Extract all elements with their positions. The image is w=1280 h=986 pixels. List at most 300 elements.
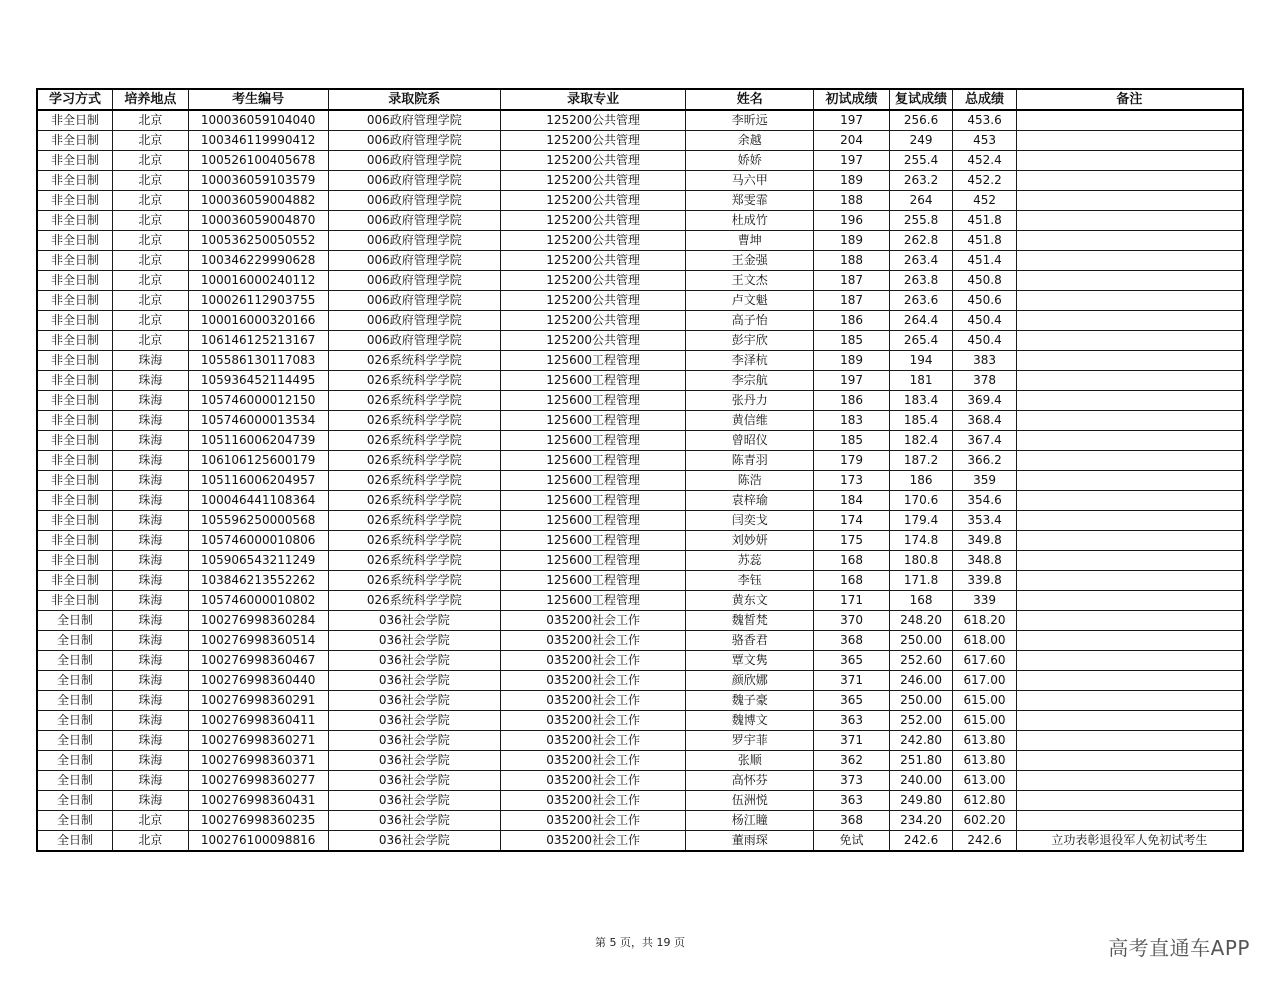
retest-score-cell: 187.2 [889,451,952,471]
table-row [37,811,1243,831]
candidate-id-cell: 100276998360431 [188,791,328,811]
total-score-cell: 451.8 [953,231,1016,251]
initial-score-cell: 179 [814,451,890,471]
remarks-cell [1016,811,1243,831]
table-row [37,611,1243,631]
retest-score-cell: 249.80 [889,791,952,811]
initial-score-cell: 184 [814,491,890,511]
remarks-cell [1016,691,1243,711]
initial-score-cell: 173 [814,471,890,491]
table-row [37,371,1243,391]
major-cell: 125200公共管理 [500,231,685,251]
total-score-cell: 453 [953,131,1016,151]
retest-score-cell: 171.8 [889,571,952,591]
retest-score-cell: 170.6 [889,491,952,511]
initial-score-cell: 168 [814,551,890,571]
retest-score-cell: 252.00 [889,711,952,731]
remarks-cell [1016,551,1243,571]
study-mode-cell: 非全日制 [37,551,113,571]
study-mode-cell: 全日制 [37,811,113,831]
retest-score-cell: 168 [889,591,952,611]
header-department: 录取院系 [328,89,500,110]
total-score-cell: 617.60 [953,651,1016,671]
initial-score-cell: 免试 [814,831,890,852]
location-cell: 珠海 [113,511,189,531]
department-cell: 036社会学院 [328,831,500,852]
location-cell: 北京 [113,251,189,271]
candidate-id-cell: 105746000010806 [188,531,328,551]
table-body [37,110,1243,851]
table-row [37,251,1243,271]
major-cell: 035200社会工作 [500,631,685,651]
candidate-id-cell: 100536250050552 [188,231,328,251]
retest-score-cell: 234.20 [889,811,952,831]
name-cell: 陈浩 [686,471,814,491]
initial-score-cell: 183 [814,411,890,431]
retest-score-cell: 246.00 [889,671,952,691]
remarks-cell [1016,651,1243,671]
total-score-cell: 378 [953,371,1016,391]
candidate-id-cell: 100036059004870 [188,211,328,231]
remarks-cell [1016,251,1243,271]
major-cell: 035200社会工作 [500,751,685,771]
retest-score-cell: 182.4 [889,431,952,451]
total-score-cell: 383 [953,351,1016,371]
retest-score-cell: 255.8 [889,211,952,231]
initial-score-cell: 189 [814,231,890,251]
total-score-cell: 615.00 [953,711,1016,731]
table-header-row [37,89,1243,110]
location-cell: 北京 [113,311,189,331]
initial-score-cell: 175 [814,531,890,551]
department-cell: 036社会学院 [328,791,500,811]
study-mode-cell: 非全日制 [37,231,113,251]
department-cell: 026系统科学学院 [328,391,500,411]
location-cell: 北京 [113,151,189,171]
location-cell: 珠海 [113,551,189,571]
name-cell: 苏蕊 [686,551,814,571]
department-cell: 036社会学院 [328,751,500,771]
major-cell: 125600工程管理 [500,511,685,531]
table-row [37,331,1243,351]
retest-score-cell: 250.00 [889,691,952,711]
total-score-cell: 353.4 [953,511,1016,531]
candidate-id-cell: 100036059004882 [188,191,328,211]
total-score-cell: 359 [953,471,1016,491]
candidate-id-cell: 100036059104040 [188,110,328,131]
remarks-cell [1016,311,1243,331]
study-mode-cell: 非全日制 [37,471,113,491]
initial-score-cell: 171 [814,591,890,611]
major-cell: 125200公共管理 [500,331,685,351]
retest-score-cell: 250.00 [889,631,952,651]
total-score-cell: 366.2 [953,451,1016,471]
name-cell: 刘妙妍 [686,531,814,551]
retest-score-cell: 264.4 [889,311,952,331]
candidate-id-cell: 100346119990412 [188,131,328,151]
header-location: 培养地点 [113,89,189,110]
major-cell: 125600工程管理 [500,551,685,571]
initial-score-cell: 197 [814,151,890,171]
candidate-id-cell: 100016000320166 [188,311,328,331]
location-cell: 珠海 [113,371,189,391]
location-cell: 北京 [113,191,189,211]
table-row [37,511,1243,531]
name-cell: 魏皙梵 [686,611,814,631]
study-mode-cell: 非全日制 [37,311,113,331]
total-score-cell: 613.80 [953,731,1016,751]
study-mode-cell: 非全日制 [37,291,113,311]
header-name: 姓名 [686,89,814,110]
candidate-id-cell: 100276998360371 [188,751,328,771]
initial-score-cell: 188 [814,251,890,271]
location-cell: 珠海 [113,731,189,751]
major-cell: 035200社会工作 [500,731,685,751]
retest-score-cell: 249 [889,131,952,151]
remarks-cell: 立功表彰退役军人免初试考生 [1016,831,1243,852]
name-cell: 马六甲 [686,171,814,191]
name-cell: 陈青羽 [686,451,814,471]
total-score-cell: 452.2 [953,171,1016,191]
remarks-cell [1016,491,1243,511]
department-cell: 006政府管理学院 [328,110,500,131]
retest-score-cell: 256.6 [889,110,952,131]
name-cell: 张丹力 [686,391,814,411]
study-mode-cell: 非全日制 [37,211,113,231]
table-row [37,791,1243,811]
location-cell: 珠海 [113,471,189,491]
department-cell: 026系统科学学院 [328,531,500,551]
name-cell: 王文杰 [686,271,814,291]
total-score-cell: 450.4 [953,331,1016,351]
header-total-score: 总成绩 [953,89,1016,110]
location-cell: 北京 [113,811,189,831]
initial-score-cell: 189 [814,171,890,191]
total-score-cell: 602.20 [953,811,1016,831]
location-cell: 珠海 [113,711,189,731]
total-score-cell: 450.8 [953,271,1016,291]
remarks-cell [1016,511,1243,531]
study-mode-cell: 全日制 [37,631,113,651]
candidate-id-cell: 100526100405678 [188,151,328,171]
department-cell: 036社会学院 [328,611,500,631]
department-cell: 006政府管理学院 [328,331,500,351]
department-cell: 026系统科学学院 [328,431,500,451]
table-row [37,591,1243,611]
retest-score-cell: 181 [889,371,952,391]
major-cell: 125200公共管理 [500,311,685,331]
location-cell: 珠海 [113,631,189,651]
header-remarks: 备注 [1016,89,1243,110]
initial-score-cell: 174 [814,511,890,531]
header-study-mode: 学习方式 [37,89,113,110]
initial-score-cell: 363 [814,711,890,731]
candidate-id-cell: 105116006204957 [188,471,328,491]
study-mode-cell: 非全日制 [37,591,113,611]
candidate-id-cell: 105586130117083 [188,351,328,371]
retest-score-cell: 255.4 [889,151,952,171]
candidate-id-cell: 100276998360284 [188,611,328,631]
location-cell: 珠海 [113,751,189,771]
major-cell: 125200公共管理 [500,191,685,211]
initial-score-cell: 371 [814,671,890,691]
location-cell: 珠海 [113,351,189,371]
total-score-cell: 367.4 [953,431,1016,451]
table-row [37,131,1243,151]
department-cell: 036社会学院 [328,651,500,671]
candidate-id-cell: 100276998360291 [188,691,328,711]
initial-score-cell: 362 [814,751,890,771]
candidate-id-cell: 106146125213167 [188,331,328,351]
name-cell: 彭宇欣 [686,331,814,351]
name-cell: 魏子豪 [686,691,814,711]
location-cell: 珠海 [113,591,189,611]
study-mode-cell: 非全日制 [37,511,113,531]
table-row [37,431,1243,451]
total-score-cell: 348.8 [953,551,1016,571]
candidate-id-cell: 105746000013534 [188,411,328,431]
major-cell: 125200公共管理 [500,211,685,231]
remarks-cell [1016,211,1243,231]
major-cell: 125600工程管理 [500,351,685,371]
name-cell: 颜欣娜 [686,671,814,691]
initial-score-cell: 185 [814,431,890,451]
study-mode-cell: 非全日制 [37,271,113,291]
name-cell: 娇娇 [686,151,814,171]
table-row [37,771,1243,791]
retest-score-cell: 263.2 [889,171,952,191]
study-mode-cell: 全日制 [37,691,113,711]
name-cell: 李钰 [686,571,814,591]
name-cell: 黄信维 [686,411,814,431]
remarks-cell [1016,791,1243,811]
header-initial-score: 初试成绩 [814,89,890,110]
table-row [37,691,1243,711]
retest-score-cell: 174.8 [889,531,952,551]
total-score-cell: 450.6 [953,291,1016,311]
header-major: 录取专业 [500,89,685,110]
candidate-id-cell: 106106125600179 [188,451,328,471]
candidate-id-cell: 103846213552262 [188,571,328,591]
remarks-cell [1016,110,1243,131]
remarks-cell [1016,611,1243,631]
major-cell: 035200社会工作 [500,831,685,852]
major-cell: 035200社会工作 [500,611,685,631]
table-row [37,751,1243,771]
major-cell: 125600工程管理 [500,431,685,451]
table-row [37,110,1243,131]
candidate-id-cell: 100276998360235 [188,811,328,831]
department-cell: 006政府管理学院 [328,151,500,171]
department-cell: 036社会学院 [328,731,500,751]
total-score-cell: 369.4 [953,391,1016,411]
name-cell: 曹坤 [686,231,814,251]
major-cell: 035200社会工作 [500,651,685,671]
header-retest-score: 复试成绩 [889,89,952,110]
remarks-cell [1016,351,1243,371]
table-row [37,311,1243,331]
study-mode-cell: 全日制 [37,831,113,852]
candidate-id-cell: 105906543211249 [188,551,328,571]
remarks-cell [1016,151,1243,171]
header-candidate-id: 考生编号 [188,89,328,110]
retest-score-cell: 251.80 [889,751,952,771]
name-cell: 骆香君 [686,631,814,651]
remarks-cell [1016,531,1243,551]
candidate-id-cell: 100276998360411 [188,711,328,731]
name-cell: 李宗航 [686,371,814,391]
major-cell: 125600工程管理 [500,371,685,391]
remarks-cell [1016,571,1243,591]
table-row [37,531,1243,551]
total-score-cell: 617.00 [953,671,1016,691]
major-cell: 125600工程管理 [500,451,685,471]
major-cell: 035200社会工作 [500,691,685,711]
total-score-cell: 339 [953,591,1016,611]
table-row [37,411,1243,431]
remarks-cell [1016,411,1243,431]
study-mode-cell: 非全日制 [37,411,113,431]
table-row [37,731,1243,751]
remarks-cell [1016,391,1243,411]
table-row [37,451,1243,471]
total-score-cell: 618.00 [953,631,1016,651]
retest-score-cell: 240.00 [889,771,952,791]
study-mode-cell: 非全日制 [37,431,113,451]
total-score-cell: 615.00 [953,691,1016,711]
department-cell: 036社会学院 [328,691,500,711]
location-cell: 珠海 [113,531,189,551]
remarks-cell [1016,671,1243,691]
department-cell: 006政府管理学院 [328,211,500,231]
initial-score-cell: 197 [814,110,890,131]
initial-score-cell: 189 [814,351,890,371]
retest-score-cell: 263.4 [889,251,952,271]
initial-score-cell: 204 [814,131,890,151]
study-mode-cell: 非全日制 [37,110,113,131]
remarks-cell [1016,471,1243,491]
study-mode-cell: 非全日制 [37,531,113,551]
study-mode-cell: 非全日制 [37,131,113,151]
study-mode-cell: 非全日制 [37,251,113,271]
department-cell: 036社会学院 [328,671,500,691]
department-cell: 006政府管理学院 [328,251,500,271]
study-mode-cell: 非全日制 [37,171,113,191]
initial-score-cell: 197 [814,371,890,391]
page-number: 第 5 页，共 19 页 [595,936,685,949]
department-cell: 026系统科学学院 [328,471,500,491]
remarks-cell [1016,431,1243,451]
retest-score-cell: 263.8 [889,271,952,291]
major-cell: 125200公共管理 [500,151,685,171]
department-cell: 006政府管理学院 [328,171,500,191]
remarks-cell [1016,591,1243,611]
location-cell: 珠海 [113,671,189,691]
name-cell: 伍洲悦 [686,791,814,811]
total-score-cell: 242.6 [953,831,1016,852]
remarks-cell [1016,631,1243,651]
study-mode-cell: 全日制 [37,671,113,691]
location-cell: 珠海 [113,431,189,451]
table-row [37,471,1243,491]
remarks-cell [1016,131,1243,151]
remarks-cell [1016,711,1243,731]
table-row [37,211,1243,231]
department-cell: 036社会学院 [328,811,500,831]
total-score-cell: 613.00 [953,771,1016,791]
major-cell: 035200社会工作 [500,711,685,731]
location-cell: 北京 [113,131,189,151]
table-row [37,711,1243,731]
name-cell: 魏博文 [686,711,814,731]
study-mode-cell: 非全日制 [37,351,113,371]
table-row [37,231,1243,251]
watermark: 高考直通车APP [1108,936,1250,960]
location-cell: 珠海 [113,391,189,411]
table-row [37,391,1243,411]
remarks-cell [1016,731,1243,751]
study-mode-cell: 非全日制 [37,391,113,411]
location-cell: 珠海 [113,691,189,711]
major-cell: 125200公共管理 [500,271,685,291]
major-cell: 125200公共管理 [500,171,685,191]
retest-score-cell: 194 [889,351,952,371]
name-cell: 张顺 [686,751,814,771]
table-row [37,151,1243,171]
department-cell: 026系统科学学院 [328,551,500,571]
table-row [37,671,1243,691]
name-cell: 卢文魁 [686,291,814,311]
total-score-cell: 354.6 [953,491,1016,511]
candidate-id-cell: 105936452114495 [188,371,328,391]
name-cell: 王金强 [686,251,814,271]
total-score-cell: 613.80 [953,751,1016,771]
name-cell: 杜成竹 [686,211,814,231]
table-row [37,271,1243,291]
major-cell: 125600工程管理 [500,591,685,611]
admission-table-container [36,88,1244,852]
initial-score-cell: 196 [814,211,890,231]
location-cell: 珠海 [113,611,189,631]
study-mode-cell: 非全日制 [37,371,113,391]
major-cell: 125200公共管理 [500,110,685,131]
location-cell: 珠海 [113,451,189,471]
major-cell: 035200社会工作 [500,791,685,811]
name-cell: 覃文隽 [686,651,814,671]
initial-score-cell: 168 [814,571,890,591]
study-mode-cell: 全日制 [37,611,113,631]
location-cell: 北京 [113,231,189,251]
major-cell: 125600工程管理 [500,471,685,491]
study-mode-cell: 全日制 [37,751,113,771]
name-cell: 高怀芬 [686,771,814,791]
name-cell: 余越 [686,131,814,151]
name-cell: 闫奕戈 [686,511,814,531]
table-row [37,171,1243,191]
remarks-cell [1016,331,1243,351]
department-cell: 036社会学院 [328,711,500,731]
major-cell: 125200公共管理 [500,131,685,151]
name-cell: 李泽杭 [686,351,814,371]
candidate-id-cell: 105596250000568 [188,511,328,531]
remarks-cell [1016,751,1243,771]
initial-score-cell: 363 [814,791,890,811]
admission-table [36,88,1244,852]
initial-score-cell: 365 [814,651,890,671]
retest-score-cell: 265.4 [889,331,952,351]
candidate-id-cell: 100026112903755 [188,291,328,311]
major-cell: 035200社会工作 [500,671,685,691]
